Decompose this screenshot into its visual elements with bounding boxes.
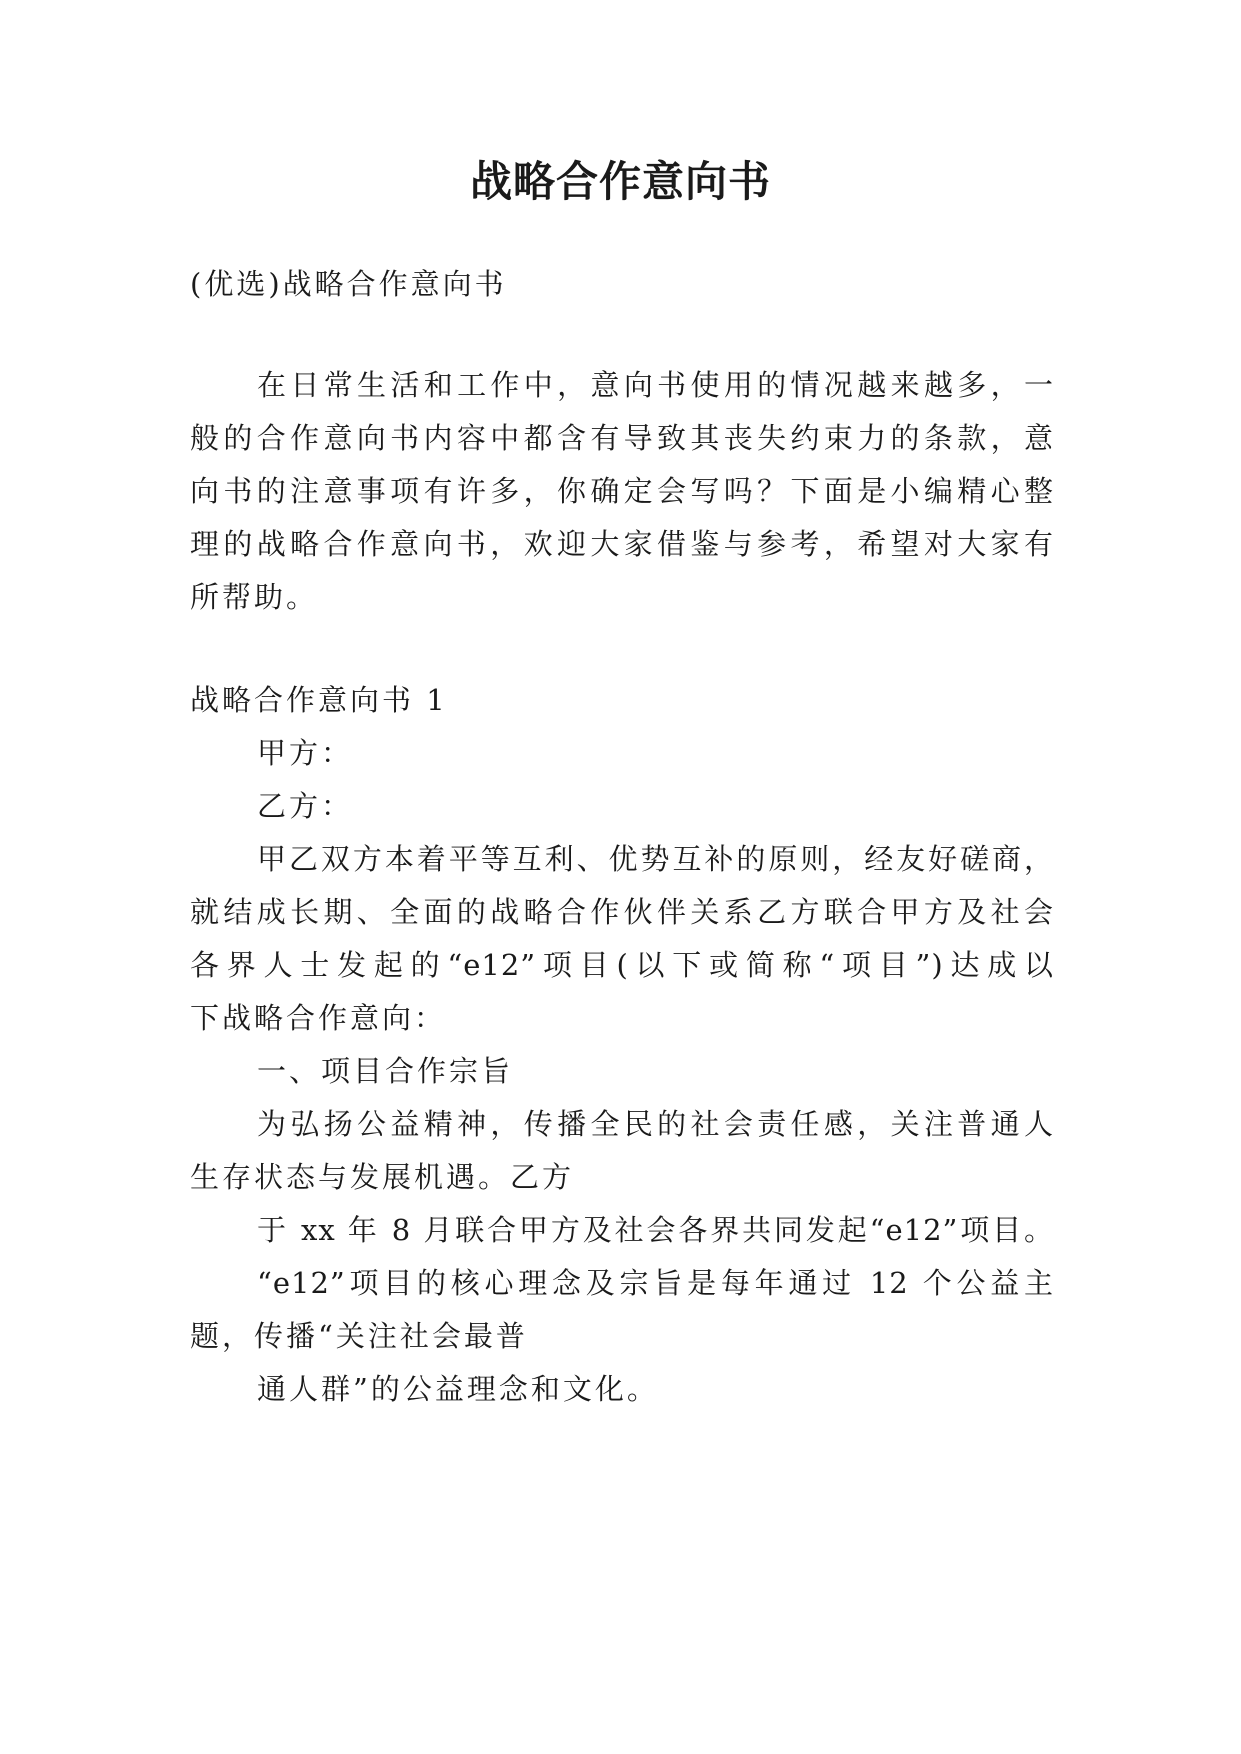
intro-line: 般的合作意向书内容中都含有导致其丧失约束力的条款，意 <box>190 421 1054 455</box>
body-line: 甲乙双方本着平等互利、优势互补的原则，经友好磋商， <box>257 842 1054 876</box>
body-line: “e12”项目的核心理念及宗旨是每年通过 12 个公益主 <box>257 1266 1054 1300</box>
body-line: 各界人士发起的“e12”项目(以下或简称“项目”)达成以 <box>190 948 1054 982</box>
party-b-label: 乙方： <box>257 789 354 823</box>
section-heading: 战略合作意向书 1 <box>190 683 448 717</box>
document-subtitle: (优选)战略合作意向书 <box>190 267 507 301</box>
body-line: 为弘扬公益精神，传播全民的社会责任感，关注普通人 <box>257 1107 1054 1141</box>
intro-line: 在日常生活和工作中，意向书使用的情况越来越多，一 <box>257 368 1054 402</box>
intro-line: 向书的注意事项有许多，你确定会写吗？下面是小编精心整 <box>190 474 1054 508</box>
body-line: 就结成长期、全面的战略合作伙伴关系乙方联合甲方及社会 <box>190 895 1054 929</box>
body-line: 下战略合作意向： <box>190 1001 447 1035</box>
body-line: 通人群”的公益理念和文化。 <box>257 1372 659 1406</box>
intro-line: 所帮助。 <box>190 580 319 614</box>
document-title: 战略合作意向书 <box>469 157 771 206</box>
body-line: 生存状态与发展机遇。乙方 <box>190 1160 575 1194</box>
body-line: 于 xx 年 8 月联合甲方及社会各界共同发起“e12”项目。 <box>257 1213 1054 1247</box>
section-item-heading: 一、项目合作宗旨 <box>257 1054 514 1088</box>
intro-line: 理的战略合作意向书，欢迎大家借鉴与参考，希望对大家有 <box>190 527 1054 561</box>
party-a-label: 甲方： <box>257 736 354 770</box>
body-line: 题，传播“关注社会最普 <box>190 1319 528 1353</box>
